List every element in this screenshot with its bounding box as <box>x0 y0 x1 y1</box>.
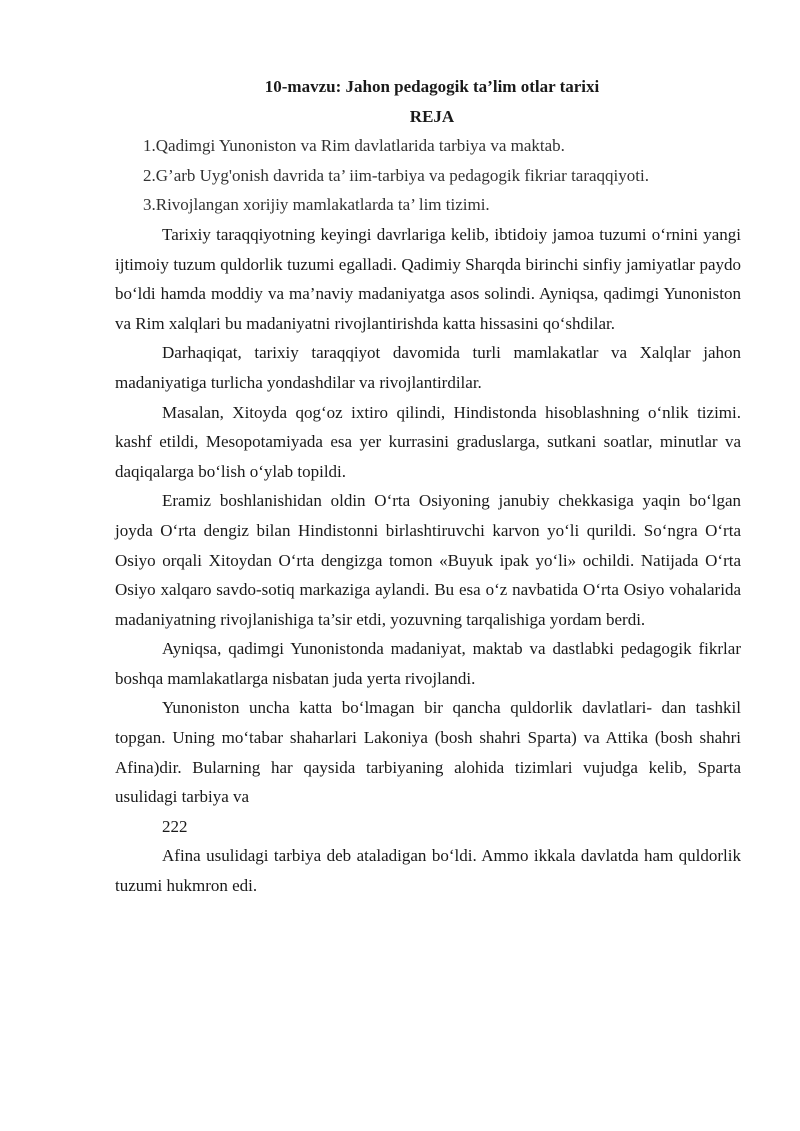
paragraph-final: Afina usulidagi tarbiya deb ataladigan bo‘ldi. Ammo ikkala davlatda ham quldorlik tuzumi hukmron edi. <box>115 846 741 896</box>
paragraph-6: Yunoniston uncha katta bo‘lmagan bir qancha quldorlik davlatlari- dan tashkil topgan. Uning mo‘tabar shaharlari Lakoniya (bosh shahri Sparta) va Attika (bosh shahri Afina)dir. Bularning har qaysida tarbiyaning alohida tizimlari vujudga kelib, Sparta usulidagi tarbiya va <box>115 698 741 807</box>
plan-heading: REJA <box>409 106 455 126</box>
document-page <box>115 72 741 901</box>
paragraph-3: Masalan, Xitoyda qog‘oz ixtiro qilindi, Hindistonda hisoblashning o‘nlik tizimi. kashf etildi, Mesopotamiyada esa yer kurrasini graduslarga, sutkani soatlar, minutlar va daqiqalarga bo‘lish o‘ylab topildi. <box>115 402 741 481</box>
paragraph-4: Eramiz boshlanishidan oldin O‘rta Osiyoning janubiy chekkasiga yaqin bo‘lgan joyda O‘rta dengiz bilan Hindistonni birlashtiruvchi karvon yo‘li qurildi. So‘ngra O‘rta Osiyo orqali Xitoydan O‘rta dengizga tomon «Buyuk ipak yo‘li» ochildi. Natijada O‘rta Osiyo xalqaro savdo-sotiq markaziga aylandi. Bu esa o‘z navbatida O‘rta Osiyo vohalarida madaniyatning rivojlanishiga ta’sir etdi, yozuvning tarqalishiga yordam berdi. <box>115 491 741 629</box>
plan-item-3: 3.Rivojlangan xorijiy mamlakatlarda ta’ lim tizimi. <box>143 195 490 215</box>
plan-item-1: 1.Qadimgi Yunoniston va Rim davlatlarida tarbiya va maktab. <box>143 136 565 156</box>
plan-item-2: 2.G’arb Uyg'onish davrida ta’ iim-tarbiya va pedagogik fikriar taraqqiyoti. <box>143 165 649 185</box>
paragraph-5: Ayniqsa, qadimgi Yunonistonda madaniyat, maktab va dastlabki pedagogik fikrlar boshqa mamlakatlarga nisbatan juda yerta rivojlandi. <box>115 639 741 688</box>
document-title: 10-mavzu: Jahon pedagogik ta’lim otlar tarixi <box>264 77 600 96</box>
page-number: 222 <box>162 816 188 836</box>
paragraph-1: Tarixiy taraqqiyotning keyingi davrlariga kelib, ibtidoiy jamoa tuzumi o‘rnini yangi ijtimoiy tuzum quldorlik tuzumi egalladi. Qadimiy Sharqda birinchi sinfiy jamiyatlar paydo bo‘ldi hamda moddiy va ma’naviy madaniyatga asos solindi. Ayniqsa, qadimgi Yunoniston va Rim xalqlari bu madaniyatni rivojlantirishda katta hissasini qo‘shdilar. <box>115 224 741 333</box>
paragraph-2: Darhaqiqat, tarixiy taraqqiyot davomida turli mamlakatlar va Xalqlar jahon madaniyatiga turlicha yondashdilar va rivojlantirdilar. <box>115 343 741 392</box>
